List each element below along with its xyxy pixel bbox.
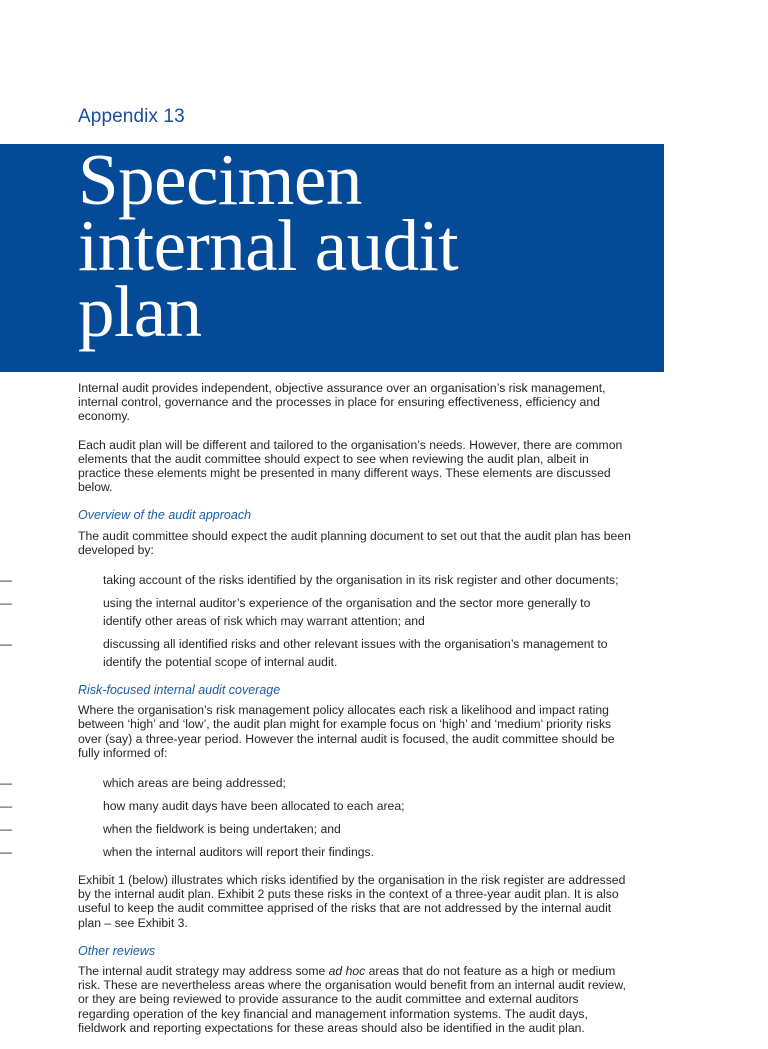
list-item-text: discussing all identified risks and other relevant issues with the organisation’s management to identify the potential scope of internal audit. (103, 637, 608, 670)
list-item-text: which areas are being addressed; (103, 776, 286, 791)
list-item-text: when the fieldwork is being undertaken; and (103, 822, 341, 837)
intro-paragraph-1: Internal audit provides independent, objective assurance over an organisation’s risk management, internal control, governance and the processes in place for ensuring effectiveness, efficiency and economy. (78, 381, 606, 424)
list-item-text: taking account of the risks identified by the organisation in its risk register and other documents; (103, 573, 619, 588)
section-heading-risk-coverage: Risk-focused internal audit coverage (78, 683, 281, 698)
title-line-2: internal audit (78, 205, 459, 286)
list-item (0, 571, 632, 589)
dash-bullet: — (0, 776, 13, 791)
list-item-text: how many audit days have been allocated to each area; (103, 799, 405, 814)
title-banner (0, 139, 664, 372)
dash-bullet: — (0, 596, 13, 611)
list-item (0, 635, 632, 671)
other-reviews-text-2: areas that do not feature as a high or medium risk. These are nevertheless areas where the organisation would benefit from an internal audit review, or they are being reviewed to provide assurance to the audit committee and external auditors regarding operation of the key financial and management information systems. The audit days, fieldwork and reporting expectations for these areas should also be identified in the audit plan. (78, 964, 626, 1035)
dash-bullet: — (0, 637, 13, 652)
other-reviews-paragraph (78, 964, 632, 1035)
title-line-3: plan (78, 271, 202, 352)
intro-paragraph-2: Each audit plan will be different and tailored to the organisation’s needs. However, there are common elements that the audit committee should expect to see when reviewing the audit plan, albeit in practice these elements might be presented in many different ways. These elements are discussed below. (78, 437, 623, 495)
section-heading-other-reviews: Other reviews (78, 943, 156, 958)
list-item (0, 843, 632, 861)
body-content (0, 381, 632, 1049)
risk-coverage-intro: Where the organisation’s risk management policy allocates each risk a likelihood and impact rating between ‘high’ and ‘low’, the audit plan might for example focus on ‘high’ and ‘medium’ priority risks over (say) a three-year period. However the internal audit is focused, the audit committee should be fully informed of: (78, 703, 615, 760)
risk-coverage-list (0, 774, 632, 861)
dash-bullet: — (0, 799, 13, 814)
list-item-text: using the internal auditor’s experience of the organisation and the sector more generally to identify other areas of risk which may warrant attention; and (103, 596, 591, 629)
dash-bullet: — (0, 822, 13, 837)
other-reviews-italic: ad hoc (328, 964, 366, 979)
list-item (0, 797, 632, 815)
exhibits-paragraph: Exhibit 1 (below) illustrates which risks identified by the organisation in the risk register are addressed by the internal audit plan. Exhibit 2 puts these risks in the context of a three-year audit plan. It is also useful to keep the audit committee apprised of the risks that are not addressed by the internal audit plan – see Exhibit 3. (78, 873, 626, 930)
title-line-1: Specimen (78, 139, 362, 220)
audit-approach-list (0, 571, 632, 671)
list-item (0, 594, 632, 630)
list-item (0, 774, 632, 792)
section-heading-audit-approach: Overview of the audit approach (78, 508, 252, 523)
page-title (78, 139, 459, 352)
audit-approach-intro: The audit committee should expect the audit planning document to set out that the audit plan has been developed by: (78, 528, 631, 557)
list-item-text: when the internal auditors will report their findings. (103, 845, 374, 860)
dash-bullet: — (0, 845, 13, 860)
list-item (0, 820, 632, 838)
other-reviews-text-1: The internal audit strategy may address some (78, 964, 329, 979)
appendix-label: Appendix 13 (78, 106, 185, 127)
dash-bullet: — (0, 573, 13, 588)
